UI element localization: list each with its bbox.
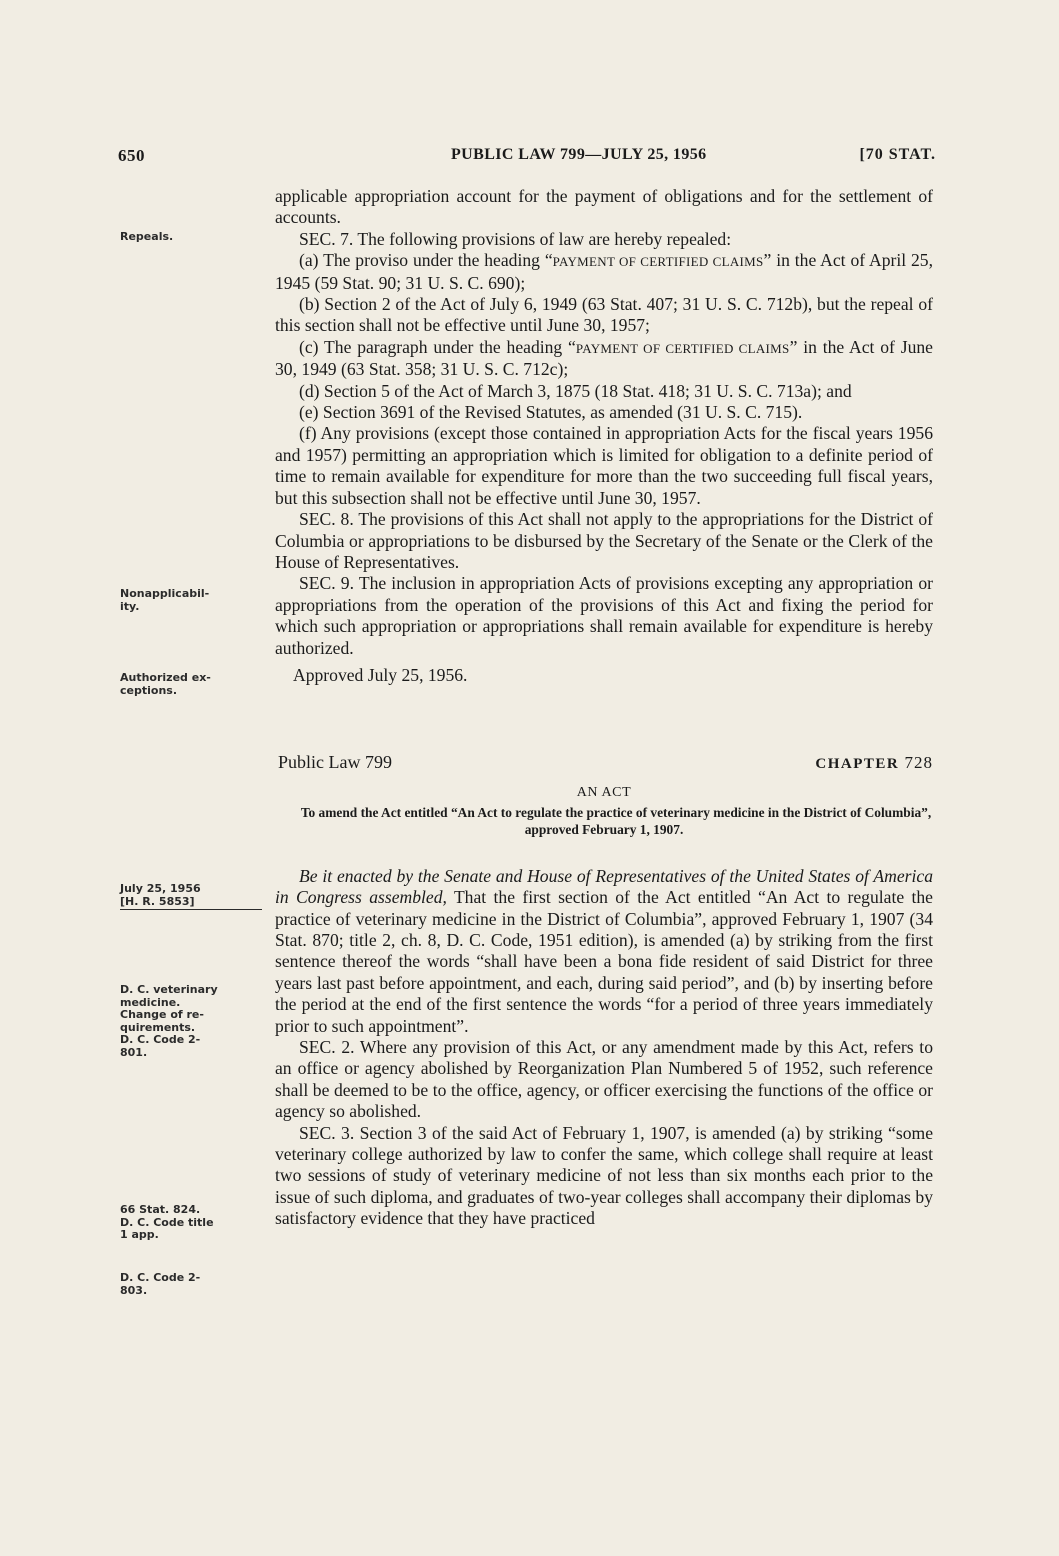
margin-note-dc-veterinary: D. C. veterinary medicine. Change of re- quirements. D. C. Code 2- 801. — [120, 983, 218, 1059]
section-7: SEC. 7. The following provisions of law are hereby repealed: — [299, 228, 732, 249]
margin-note-citation: July 25, 1956 [H. R. 5853] — [120, 882, 201, 908]
page-header — [118, 146, 936, 170]
section-9: SEC. 9. The inclusion in appropriation Acts of provisions excepting any appropriation or appropriations from the operation of the provisions of this Act and fixing the period for which such appropriation or appropriations shall remain available for expenditure is hereby authorized. — [275, 573, 933, 658]
clause-b: (b) Section 2 of the Act of July 6, 1949 (63 Stat. 407; 31 U. S. C. 712b), but the repeal of this section shall not be effective until June 30, 1957; — [275, 294, 933, 336]
margin-note-authorized-exceptions: Authorized ex- ceptions. — [120, 671, 211, 697]
clause-c: (c) The paragraph under the heading “PAYMENT OF CERTIFIED CLAIMS” in the Act of June 30, 1949 (63 Stat. 358; 31 U. S. C. 712c); — [275, 336, 933, 380]
enacting-clause: Be it enacted by the Senate and House of Representatives of the United States of America in Congress assembled, That the first section of the Act entitled “An Act to regulate the practice of veterinary medicine in the District of Columbia”, approved February 1, 1907 (34 Stat. 870; title 2, ch. 8, D. C. Code, 1951 edition), is amended (a) by striking from the first sentence thereof the words “shall have been a bona fide resident of said District for three years last past before appointment, and each, during said period”, and (b) by inserting before the period at the end of the first sentence the words “for a period of three years immediately prior to such appointment”. — [275, 865, 933, 1036]
public-law-line — [275, 752, 933, 774]
heading-payment-certified-claims: PAYMENT OF CERTIFIED CLAIMS — [575, 340, 790, 356]
heading-payment-certified-claims: PAYMENT OF CERTIFIED CLAIMS — [552, 254, 764, 270]
page-number: 650 — [118, 146, 145, 165]
body-text — [275, 186, 933, 1230]
section-8: SEC. 8. The provisions of this Act shall not apply to the appropriations for the District of Columbia or appropriations to be disbursed by the Secretary of the Senate or the Clerk of the House of Representatives. — [275, 509, 933, 572]
an-act-heading: AN ACT — [576, 785, 632, 801]
public-law-number: Public Law 799 — [278, 752, 392, 773]
clause-e: (e) Section 3691 of the Revised Statutes, as amended (31 U. S. C. 715). — [299, 402, 803, 423]
chapter-number: CHAPTER 728 — [815, 753, 933, 773]
paragraph-continuation: applicable appropriation account for the payment of obligations and for the settlement of accounts. — [275, 186, 933, 228]
clause-a: (a) The proviso under the heading “PAYMENT OF CERTIFIED CLAIMS” in the Act of April 25, 1945 (59 Stat. 90; 31 U. S. C. 690); — [275, 250, 933, 293]
clause-f: (f) Any provisions (except those contained in appropriation Acts for the fiscal years 1956 and 1957) permitting an appropriation which is limited for obligation to a definite period of time to remain available for expenditure for more than the two succeeding full fiscal years, but this subsection shall not be effective until June 30, 1957. — [275, 423, 933, 508]
section-2: SEC. 2. Where any provision of this Act, or any amendment made by this Act, refers to an office or agency abolished by Reorganization Plan Numbered 5 of 1952, such reference shall be deemed to be to the office, agency, or officer exercising the functions of the office or agency so abolished. — [275, 1037, 933, 1122]
statute-volume: [70 STAT. — [859, 146, 936, 163]
margin-note-repeals: Repeals. — [120, 230, 174, 243]
clause-d: (d) Section 5 of the Act of March 3, 1875 (18 Stat. 418; 31 U. S. C. 713a); and — [299, 380, 852, 401]
approved-date: Approved July 25, 1956. — [293, 664, 468, 685]
margin-note-nonapplicability: Nonapplicabil- ity. — [120, 587, 210, 613]
act-subtitle: To amend the Act entitled “An Act to regulate the practice of veterinary medicine in the District of Columbia”, approved February 1, 1907. — [300, 804, 932, 837]
margin-note-dc-code-803: D. C. Code 2- 803. — [120, 1271, 201, 1297]
running-title: PUBLIC LAW 799—JULY 25, 1956 — [451, 146, 707, 163]
citation-rule — [120, 909, 262, 910]
margin-note-66-stat-824: 66 Stat. 824. D. C. Code title 1 app. — [120, 1203, 214, 1241]
section-3: SEC. 3. Section 3 of the said Act of February 1, 1907, is amended (a) by striking “some veterinary college authorized by law to confer the same, which college shall require at least two sessions of study of veterinary medicine of not less than six months each prior to the issue of such diploma, and graduates of two-year colleges shall accompany their diplomas by satisfactory evidence that they have practiced — [275, 1122, 933, 1229]
